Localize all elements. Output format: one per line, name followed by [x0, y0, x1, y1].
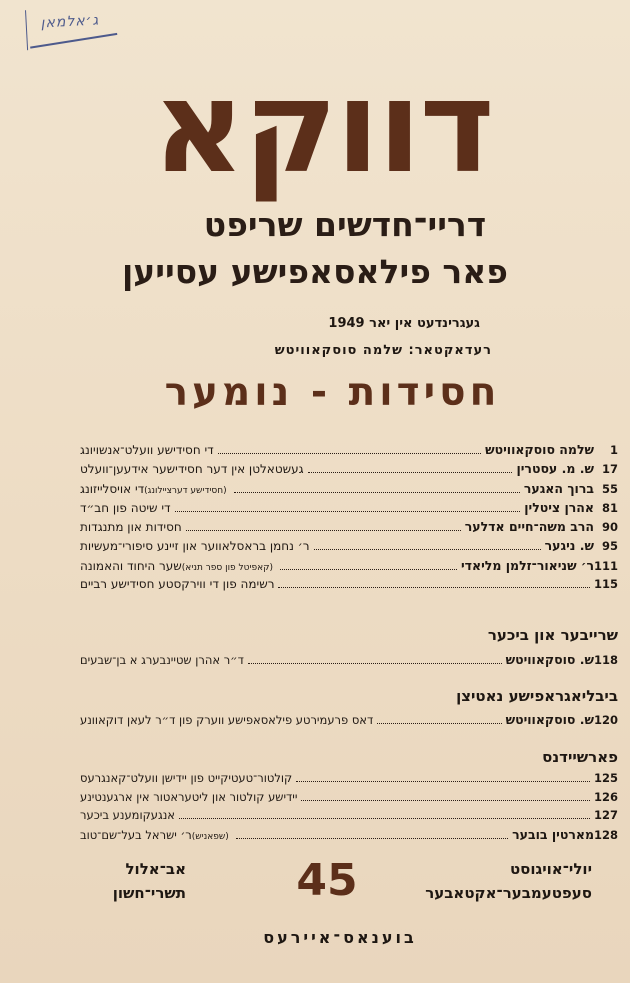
toc-title: די חסידישע וועלט־אנשויונג: [80, 443, 214, 457]
toc-row[interactable]: [80, 481, 618, 500]
section-heading-miscellaneous: פארשיידנס: [542, 748, 618, 766]
section-bibliographic-notes: [80, 712, 618, 731]
toc-page: 125: [593, 771, 618, 785]
toc-page: 81: [601, 500, 618, 515]
toc-title: דאס פרעמירטע פילאסאפישע ווערק פון ד״ר לעאן דוקאוונע: [80, 713, 374, 727]
toc-page: 55: [601, 481, 618, 496]
masthead-subtitle-1: דריי־חדשים שריפט: [203, 205, 487, 244]
toc-note: (קאפיטל פון ספר תניא): [181, 562, 274, 573]
toc-title: קולטור־טעטיקייט פון יידישן וועלט־קאנגרעס: [80, 771, 293, 785]
editor-line: רעדאקטאר: שלמה סוסקאוויטש: [274, 343, 492, 358]
toc-leader: [296, 773, 590, 782]
toc-row[interactable]: [80, 500, 618, 519]
toc-leader: [234, 484, 520, 493]
toc-row[interactable]: [80, 827, 618, 846]
footer-right-line-2: סעפטעמבער־אקטאבער: [425, 884, 592, 902]
publication-city: בוענאס־איירעס: [263, 928, 417, 947]
toc-page: 118: [593, 653, 618, 667]
section-heading-bibliographic-notes: ביבליאגראפישע נאטיצן: [456, 687, 618, 705]
toc-title: אנגעקומענע ביכער: [80, 808, 175, 822]
section-miscellaneous: [80, 771, 618, 845]
toc-title: געשטאלטן אין דער חסידישער אידעען־וועלט: [80, 462, 304, 477]
toc-row[interactable]: [80, 771, 618, 790]
toc-title: ד״ר אהרן שטיינבערג א בן־שבעים: [80, 653, 244, 667]
toc-row[interactable]: [80, 652, 618, 671]
section-writers-and-books: [80, 652, 618, 671]
toc-author: ש. ניגער: [544, 538, 594, 554]
toc-author: שלמה סוסקאוויטש: [485, 442, 594, 457]
toc-author: מארטין בובער: [512, 826, 594, 842]
toc-page: 115: [593, 577, 618, 592]
toc-leader: [248, 655, 502, 664]
footer-left-line-1: אב־אלול: [125, 860, 186, 878]
toc-row[interactable]: [80, 442, 618, 461]
toc-page: 127: [593, 808, 618, 822]
toc-author: הרב משה־חיים אדלער: [464, 519, 594, 535]
toc-author: ר׳ שניאור־זלמן מליאדי: [460, 557, 594, 573]
masthead-subtitle-2: פאר פילאסאפישע עסייען: [121, 252, 508, 291]
toc-row[interactable]: [80, 790, 618, 809]
toc-page: 111: [593, 558, 618, 573]
toc-author: ש. מ. עסטרין: [516, 461, 594, 477]
toc-leader: [218, 445, 481, 454]
section-heading-writers-and-books: שרייבער און ביכער: [487, 626, 618, 644]
toc-leader: [236, 830, 508, 839]
toc-leader: [278, 579, 590, 588]
toc-leader: [314, 541, 541, 550]
footer-hebrew-months: [36, 860, 186, 902]
toc-row[interactable]: [80, 519, 618, 538]
toc-leader: [175, 503, 521, 512]
founded-line: געגרינדעט אין יאר 1949: [328, 316, 480, 331]
toc-title: די אויסלייזונג: [80, 481, 145, 496]
toc-leader: [301, 792, 590, 801]
toc-page: 1: [609, 443, 618, 457]
toc-row[interactable]: [80, 558, 618, 577]
footer-left-line-2: תשרי־חשון: [112, 884, 186, 902]
toc-title: די שיטה פון חב״ד: [80, 500, 171, 515]
toc-page: 90: [601, 520, 618, 535]
toc-page: 128: [593, 827, 618, 842]
toc-author: ש. סוסקאוויטש: [505, 712, 594, 727]
toc-author: אהרן ציטלין: [524, 499, 594, 515]
toc-leader: [186, 522, 461, 531]
footer-gregorian-months: [425, 860, 592, 902]
toc-row[interactable]: [80, 461, 618, 480]
issue-theme: חסידות - נומער: [164, 370, 501, 415]
toc-leader: [179, 810, 590, 819]
toc-page: 95: [601, 539, 618, 554]
issue-number: 45: [296, 855, 358, 906]
toc-title: רשימה פון די ווירקסטע חסידישע רביים: [80, 577, 275, 592]
toc-title: ר׳ ישראל בעל־שם־טוב: [80, 827, 192, 842]
toc-title: יידישע קולטור און ליטעראטור אין ארגענטינע: [80, 789, 298, 804]
toc-note: (חסידישע דערציילונג): [144, 485, 227, 496]
toc-title: ר׳ נחמן בראסלאווער און זיינע סיפורי־מעשיות: [80, 539, 310, 554]
toc-author: ברוך האגער: [523, 480, 594, 496]
toc-leader: [377, 715, 501, 724]
toc-row[interactable]: [80, 808, 618, 827]
toc-row[interactable]: [80, 712, 618, 731]
toc-row[interactable]: [80, 538, 618, 557]
toc-page: 120: [593, 713, 618, 727]
masthead-title: דווקא: [152, 53, 493, 202]
toc-title: חסידות און מתנגדות: [80, 520, 182, 535]
toc-page: 17: [601, 462, 618, 477]
toc-row[interactable]: [80, 577, 618, 596]
toc-page: 126: [593, 789, 618, 804]
toc-note: (שפאניש): [191, 831, 229, 842]
toc-title: שער היחוד והאמונה: [80, 558, 182, 573]
table-of-contents: [80, 442, 618, 596]
footer-right-line-1: יולי־אויגוסט: [509, 860, 592, 878]
toc-author: ש. סוסקאוויטש: [505, 652, 594, 667]
toc-leader: [308, 464, 513, 473]
toc-leader: [280, 561, 457, 570]
stamp-text: ג׳אלמאן: [40, 12, 100, 32]
